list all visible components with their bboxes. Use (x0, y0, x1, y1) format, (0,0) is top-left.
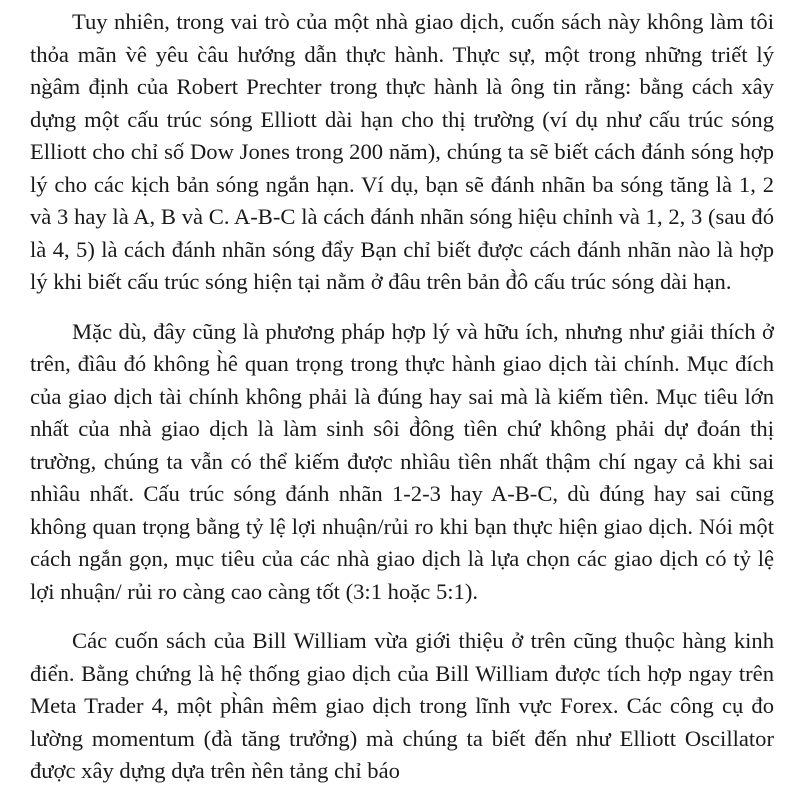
paragraph: Mặc dù, đây cũng là phương pháp hợp lý và hữu ích, nhưng như giải thích ở trên, đìâu đó không h̀ê quan trọng trong thực hành giao dịch tài chính. Mục đích của giao dịch tài chính không phải là đúng hay sai mà là kiếm tìên. Mục tiêu lớn nhất của nhà giao dịch là làm sinh sôi đ̀ông tìên chứ không phải dự đoán thị trường, chúng ta vẫn có thể kiếm được nhìâu tìên nhất thậm chí ngay cả khi sai nhìâu nhất. Cấu trúc sóng đánh nhãn 1-2-3 hay A-B-C, dù đúng hay sai cũng không quan trọng bằng tỷ lệ lợi nhuận/rủi ro khi bạn thực hiện giao dịch. Nói một cách ngắn gọn, mục tiêu của các nhà giao dịch là lựa chọn các giao dịch có tỷ lệ lợi nhuận/ rủi ro càng cao càng tốt (3:1 hoặc 5:1). (30, 318, 774, 604)
paragraph: Tuy nhiên, trong vai trò của một nhà giao dịch, cuốn sách này không làm tôi thỏa mãn v̀ê yêu c̀âu hướng dẫn thực hành. Thực sự, một trong những triết lý ng̀âm định của Robert Prechter trong thực hành là ông tin rằng: bằng cách xây dựng một cấu trúc sóng Elliott dài hạn cho thị trường (ví dụ như cấu trúc sóng Elliott cho chỉ số Dow Jones trong 200 năm), chúng ta sẽ biết cách đánh sóng hợp lý cho các kịch bản sóng ngắn hạn. Ví dụ, bạn sẽ đánh nhãn ba sóng tăng là 1, 2 và 3 hay là A, B và C. A-B-C là cách đánh nhãn sóng hiệu chỉnh và 1, 2, 3 (sau đó là 4, 5) là cách đánh nhãn sóng đẩy Bạn chỉ biết được cách đánh nhãn nào là hợp lý khi biết cấu trúc sóng hiện tại nằm ở đâu trên bản đ̀ô cấu trúc sóng dài hạn. (30, 9, 774, 294)
document-page (30, 6, 774, 805)
paragraph: Các cuốn sách của Bill William vừa giới thiệu ở trên cũng thuộc hàng kinh điển. Bằng chứng là hệ thống giao dịch của Bill William được tích hợp ngay trên Meta Trader 4, một ph̀ân m̀êm giao dịch trong lĩnh vực Forex. Các công cụ đo lường momentum (đà tăng trưởng) mà chúng ta biết đến như Elliott Oscillator được xây dựng dựa trên ǹên tảng chỉ báo (30, 628, 774, 783)
